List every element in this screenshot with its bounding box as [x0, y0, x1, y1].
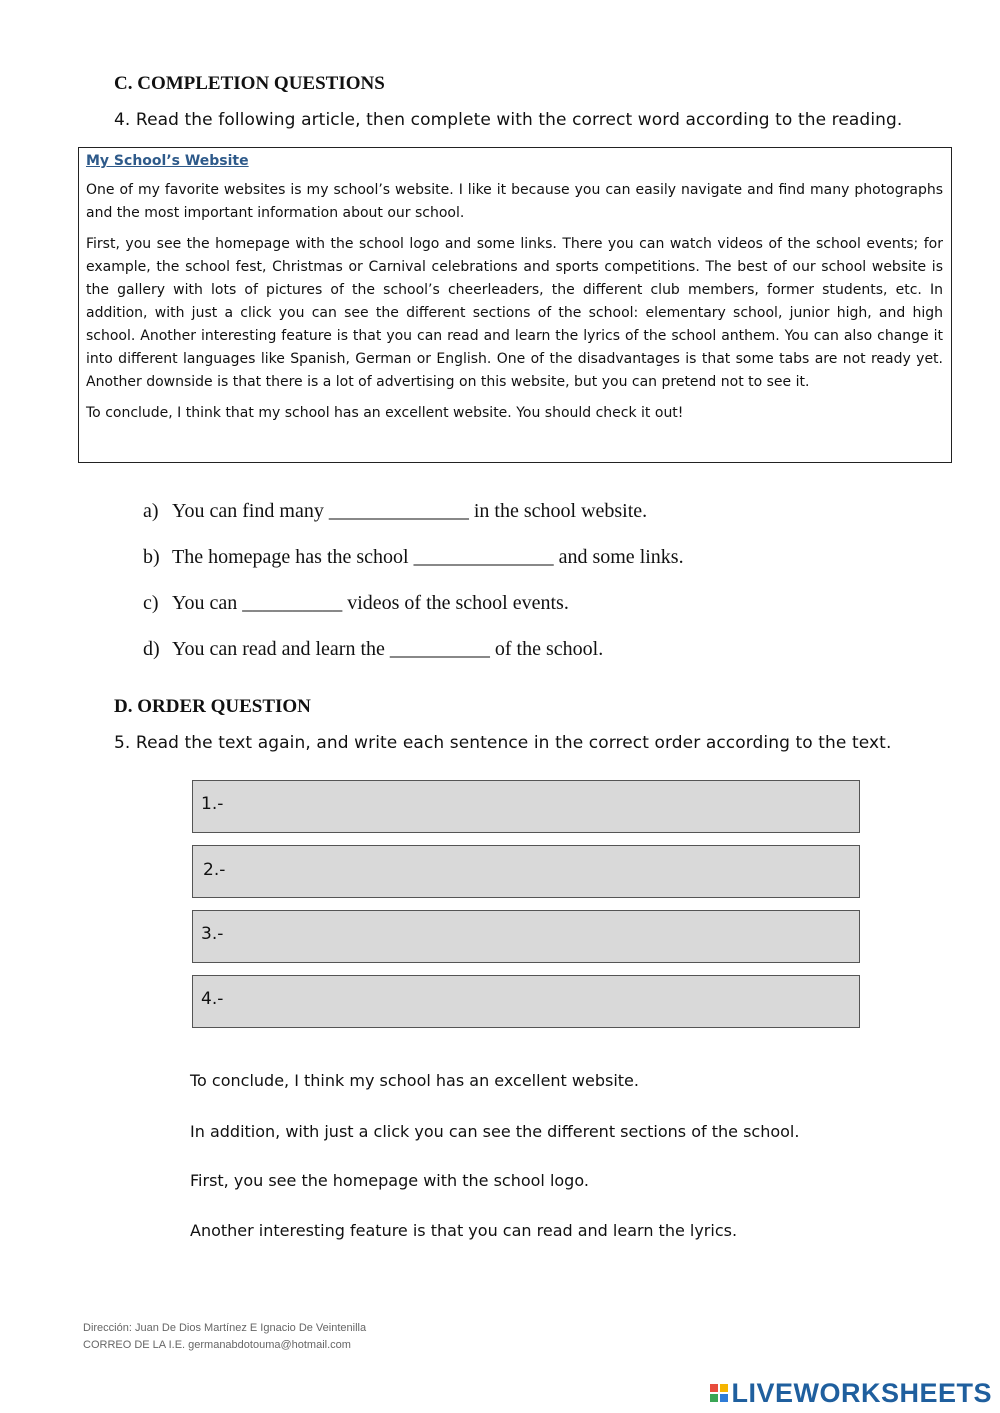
completion-item-c [143, 592, 569, 615]
order-drop-box-4[interactable] [192, 975, 860, 1028]
answer-blank-a[interactable]: ______________ [328, 500, 469, 522]
order-box-label: 2.- [203, 860, 226, 880]
article-paragraph-3: To conclude, I think that my school has an excellent website. You should check it out! [86, 405, 684, 421]
item-text-after: of the school. [494, 638, 604, 660]
order-drop-box-1[interactable] [192, 780, 860, 833]
completion-item-b [143, 546, 684, 569]
footer-email: CORREO DE LA I.E. germanabdotouma@hotmail.com [83, 1339, 351, 1351]
order-box-label: 4.- [201, 989, 224, 1009]
footer-address: Dirección: Juan De Dios Martínez E Ignacio De Veintenilla [83, 1322, 367, 1334]
article-box [78, 147, 952, 463]
section-d-heading: D. ORDER QUESTION [114, 696, 311, 717]
question-5-instruction: 5. Read the text again, and write each sentence in the correct order according to the text. [114, 733, 892, 753]
order-drop-box-3[interactable] [192, 910, 860, 963]
item-text-after: videos of the school events. [347, 592, 569, 614]
draggable-sentence-3[interactable]: First, you see the homepage with the school logo. [190, 1171, 589, 1190]
item-text-after: and some links. [558, 546, 684, 568]
order-drop-box-2[interactable] [192, 845, 860, 898]
completion-item-a [143, 500, 647, 523]
article-paragraph-1: One of my favorite websites is my school’s website. I like it because you can easily navigate and find many photographs and the most important information about our school. [86, 182, 943, 221]
draggable-sentence-2[interactable]: In addition, with just a click you can see the different sections of the school. [190, 1122, 800, 1141]
order-box-label: 1.- [201, 794, 224, 814]
section-c-heading: C. COMPLETION QUESTIONS [114, 73, 385, 94]
article-title: My School’s Website [86, 153, 249, 169]
order-box-label: 3.- [201, 924, 224, 944]
item-text-before: You can [172, 592, 238, 614]
article-paragraph-2: First, you see the homepage with the school logo and some links. There you can watch videos of the school events; for example, the school fest, Christmas or Carnival celebrations and sports competitions. The best of our school website is the gallery with lots of pictures of the school’s cheerleaders, the different club members, former students, etc. In addition, with just a click you can see the different sections of the school: elementary school, junior high, and high school. Another interesting feature is that you can read and learn the lyrics of the school anthem. You can also change it into different languages like Spanish, German or English. One of the disadvantages is that some tabs are not ready yet. Another downside is that there is a lot of advertising on this website, but you can pretend not to see it. [86, 236, 943, 390]
item-letter: b) [143, 546, 160, 568]
item-letter: d) [143, 638, 160, 660]
item-letter: a) [143, 500, 159, 522]
answer-blank-d[interactable]: __________ [389, 638, 490, 660]
item-text-after: in the school website. [473, 500, 648, 522]
item-text-before: You can read and learn the [172, 638, 385, 660]
item-text-before: You can find many [172, 500, 324, 522]
draggable-sentence-1[interactable]: To conclude, I think my school has an excellent website. [190, 1071, 639, 1090]
question-4-instruction: 4. Read the following article, then complete with the correct word according to the reading. [114, 110, 903, 130]
item-letter: c) [143, 592, 159, 614]
answer-blank-c[interactable]: __________ [242, 592, 343, 614]
logo-text: LIVEWORKSHEETS [731, 1377, 992, 1408]
completion-item-d [143, 638, 603, 661]
item-text-before: The homepage has the school [172, 546, 409, 568]
draggable-sentence-4[interactable]: Another interesting feature is that you can read and learn the lyrics. [190, 1221, 738, 1240]
liveworksheets-logo [710, 1379, 992, 1407]
logo-grid-icon [710, 1384, 728, 1402]
answer-blank-b[interactable]: ______________ [413, 546, 554, 568]
